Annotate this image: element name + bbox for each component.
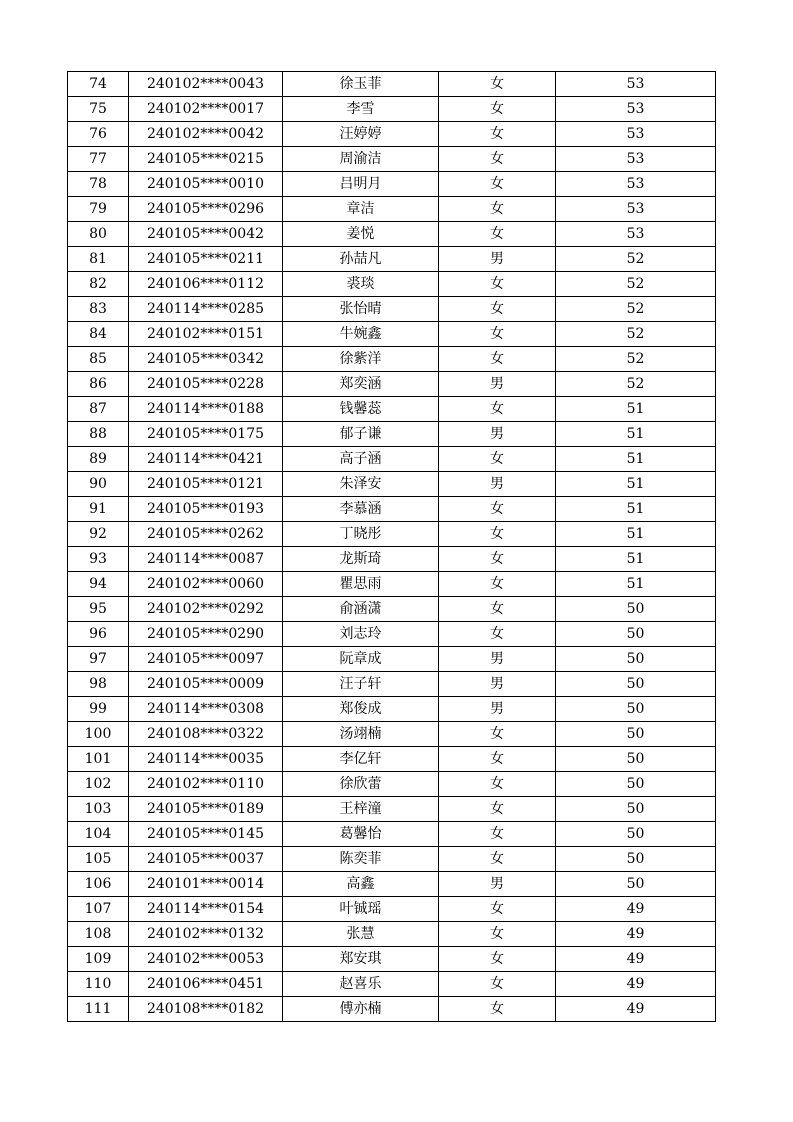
gender-cell: 女 (439, 772, 556, 797)
score-cell: 50 (556, 697, 716, 722)
score-cell: 51 (556, 497, 716, 522)
id-number-cell: 240106****0112 (129, 272, 283, 297)
row-number-cell: 100 (68, 722, 129, 747)
gender-cell: 男 (439, 672, 556, 697)
row-number-cell: 98 (68, 672, 129, 697)
id-number-cell: 240105****0121 (129, 472, 283, 497)
score-cell: 50 (556, 822, 716, 847)
gender-cell: 女 (439, 972, 556, 997)
name-cell: 丁晓彤 (283, 522, 439, 547)
name-cell: 龙斯琦 (283, 547, 439, 572)
gender-cell: 女 (439, 272, 556, 297)
id-number-cell: 240102****0053 (129, 947, 283, 972)
name-cell: 高子涵 (283, 447, 439, 472)
gender-cell: 女 (439, 897, 556, 922)
score-cell: 51 (556, 447, 716, 472)
name-cell: 裘琰 (283, 272, 439, 297)
table-row (68, 122, 716, 147)
score-cell: 52 (556, 272, 716, 297)
id-number-cell: 240105****0290 (129, 622, 283, 647)
score-cell: 52 (556, 247, 716, 272)
id-number-cell: 240102****0151 (129, 322, 283, 347)
name-cell: 徐紫洋 (283, 347, 439, 372)
table-row (68, 372, 716, 397)
gender-cell: 女 (439, 547, 556, 572)
gender-cell: 女 (439, 947, 556, 972)
table-row (68, 922, 716, 947)
table-row (68, 597, 716, 622)
table-row (68, 222, 716, 247)
score-cell: 49 (556, 972, 716, 997)
name-cell: 徐玉菲 (283, 72, 439, 97)
table-row (68, 147, 716, 172)
table-row (68, 772, 716, 797)
row-number-cell: 77 (68, 147, 129, 172)
name-cell: 李慕涵 (283, 497, 439, 522)
gender-cell: 男 (439, 472, 556, 497)
score-table (67, 71, 716, 1022)
table-row (68, 747, 716, 772)
score-cell: 52 (556, 297, 716, 322)
name-cell: 陈奕菲 (283, 847, 439, 872)
row-number-cell: 74 (68, 72, 129, 97)
id-number-cell: 240108****0182 (129, 997, 283, 1022)
row-number-cell: 86 (68, 372, 129, 397)
table-row (68, 897, 716, 922)
score-cell: 50 (556, 747, 716, 772)
id-number-cell: 240114****0421 (129, 447, 283, 472)
table-row (68, 722, 716, 747)
name-cell: 叶铖瑶 (283, 897, 439, 922)
table-row (68, 197, 716, 222)
gender-cell: 女 (439, 622, 556, 647)
row-number-cell: 95 (68, 597, 129, 622)
name-cell: 汤翊楠 (283, 722, 439, 747)
gender-cell: 女 (439, 922, 556, 947)
id-number-cell: 240105****0215 (129, 147, 283, 172)
gender-cell: 女 (439, 72, 556, 97)
row-number-cell: 94 (68, 572, 129, 597)
table-row (68, 972, 716, 997)
score-cell: 53 (556, 172, 716, 197)
name-cell: 傅亦楠 (283, 997, 439, 1022)
id-number-cell: 240108****0322 (129, 722, 283, 747)
gender-cell: 女 (439, 297, 556, 322)
row-number-cell: 81 (68, 247, 129, 272)
score-cell: 49 (556, 997, 716, 1022)
table-row (68, 622, 716, 647)
id-number-cell: 240114****0035 (129, 747, 283, 772)
name-cell: 周渝洁 (283, 147, 439, 172)
row-number-cell: 93 (68, 547, 129, 572)
gender-cell: 女 (439, 222, 556, 247)
id-number-cell: 240105****0145 (129, 822, 283, 847)
row-number-cell: 109 (68, 947, 129, 972)
table-row (68, 472, 716, 497)
score-cell: 49 (556, 897, 716, 922)
id-number-cell: 240105****0097 (129, 647, 283, 672)
row-number-cell: 89 (68, 447, 129, 472)
id-number-cell: 240114****0154 (129, 897, 283, 922)
score-cell: 53 (556, 97, 716, 122)
gender-cell: 女 (439, 822, 556, 847)
score-cell: 52 (556, 322, 716, 347)
score-cell: 51 (556, 397, 716, 422)
id-number-cell: 240105****0042 (129, 222, 283, 247)
table-row (68, 322, 716, 347)
table-row (68, 72, 716, 97)
id-number-cell: 240102****0043 (129, 72, 283, 97)
table-row (68, 297, 716, 322)
table-row (68, 947, 716, 972)
table-row (68, 447, 716, 472)
gender-cell: 男 (439, 872, 556, 897)
gender-cell: 女 (439, 147, 556, 172)
name-cell: 汪婷婷 (283, 122, 439, 147)
row-number-cell: 111 (68, 997, 129, 1022)
id-number-cell: 240114****0188 (129, 397, 283, 422)
id-number-cell: 240105****0037 (129, 847, 283, 872)
name-cell: 章洁 (283, 197, 439, 222)
table-row (68, 572, 716, 597)
name-cell: 牛婉鑫 (283, 322, 439, 347)
score-cell: 53 (556, 222, 716, 247)
row-number-cell: 105 (68, 847, 129, 872)
score-cell: 51 (556, 572, 716, 597)
gender-cell: 男 (439, 422, 556, 447)
row-number-cell: 92 (68, 522, 129, 547)
name-cell: 张怡晴 (283, 297, 439, 322)
id-number-cell: 240105****0189 (129, 797, 283, 822)
name-cell: 葛馨怡 (283, 822, 439, 847)
score-cell: 49 (556, 922, 716, 947)
table-row (68, 422, 716, 447)
table-row (68, 797, 716, 822)
table-row (68, 347, 716, 372)
table-row (68, 272, 716, 297)
row-number-cell: 88 (68, 422, 129, 447)
name-cell: 徐欣蕾 (283, 772, 439, 797)
table-row (68, 247, 716, 272)
score-cell: 52 (556, 347, 716, 372)
row-number-cell: 96 (68, 622, 129, 647)
id-number-cell: 240105****0010 (129, 172, 283, 197)
id-number-cell: 240102****0110 (129, 772, 283, 797)
row-number-cell: 97 (68, 647, 129, 672)
score-cell: 50 (556, 797, 716, 822)
name-cell: 郑安琪 (283, 947, 439, 972)
table-row (68, 847, 716, 872)
gender-cell: 男 (439, 247, 556, 272)
id-number-cell: 240102****0132 (129, 922, 283, 947)
table-row (68, 997, 716, 1022)
row-number-cell: 103 (68, 797, 129, 822)
name-cell: 李雪 (283, 97, 439, 122)
gender-cell: 女 (439, 522, 556, 547)
row-number-cell: 78 (68, 172, 129, 197)
name-cell: 高鑫 (283, 872, 439, 897)
id-number-cell: 240105****0175 (129, 422, 283, 447)
row-number-cell: 76 (68, 122, 129, 147)
name-cell: 郑奕涵 (283, 372, 439, 397)
id-number-cell: 240105****0296 (129, 197, 283, 222)
name-cell: 钱馨蕊 (283, 397, 439, 422)
row-number-cell: 102 (68, 772, 129, 797)
id-number-cell: 240105****0009 (129, 672, 283, 697)
table-row (68, 497, 716, 522)
id-number-cell: 240105****0342 (129, 347, 283, 372)
id-number-cell: 240105****0193 (129, 497, 283, 522)
score-cell: 50 (556, 847, 716, 872)
score-cell: 50 (556, 672, 716, 697)
gender-cell: 女 (439, 997, 556, 1022)
name-cell: 俞涵潇 (283, 597, 439, 622)
row-number-cell: 82 (68, 272, 129, 297)
table-row (68, 697, 716, 722)
score-cell: 53 (556, 122, 716, 147)
row-number-cell: 79 (68, 197, 129, 222)
row-number-cell: 75 (68, 97, 129, 122)
id-number-cell: 240114****0308 (129, 697, 283, 722)
table-row (68, 672, 716, 697)
gender-cell: 女 (439, 797, 556, 822)
table-row (68, 522, 716, 547)
row-number-cell: 99 (68, 697, 129, 722)
score-cell: 50 (556, 772, 716, 797)
score-cell: 51 (556, 522, 716, 547)
name-cell: 朱泽安 (283, 472, 439, 497)
id-number-cell: 240102****0042 (129, 122, 283, 147)
gender-cell: 男 (439, 372, 556, 397)
gender-cell: 女 (439, 747, 556, 772)
id-number-cell: 240106****0451 (129, 972, 283, 997)
score-table-body (68, 72, 716, 1022)
gender-cell: 女 (439, 347, 556, 372)
gender-cell: 女 (439, 97, 556, 122)
table-row (68, 547, 716, 572)
name-cell: 李亿轩 (283, 747, 439, 772)
row-number-cell: 106 (68, 872, 129, 897)
gender-cell: 女 (439, 722, 556, 747)
name-cell: 瞿思雨 (283, 572, 439, 597)
score-cell: 51 (556, 422, 716, 447)
name-cell: 刘志玲 (283, 622, 439, 647)
table-row (68, 647, 716, 672)
table-row (68, 822, 716, 847)
row-number-cell: 108 (68, 922, 129, 947)
gender-cell: 女 (439, 197, 556, 222)
gender-cell: 女 (439, 597, 556, 622)
gender-cell: 男 (439, 697, 556, 722)
score-cell: 53 (556, 147, 716, 172)
name-cell: 郑俊成 (283, 697, 439, 722)
row-number-cell: 83 (68, 297, 129, 322)
gender-cell: 女 (439, 447, 556, 472)
id-number-cell: 240114****0285 (129, 297, 283, 322)
id-number-cell: 240105****0228 (129, 372, 283, 397)
gender-cell: 女 (439, 497, 556, 522)
id-number-cell: 240102****0060 (129, 572, 283, 597)
name-cell: 王梓潼 (283, 797, 439, 822)
score-cell: 50 (556, 622, 716, 647)
score-cell: 51 (556, 472, 716, 497)
row-number-cell: 84 (68, 322, 129, 347)
score-cell: 53 (556, 197, 716, 222)
id-number-cell: 240102****0017 (129, 97, 283, 122)
name-cell: 吕明月 (283, 172, 439, 197)
gender-cell: 女 (439, 847, 556, 872)
score-cell: 49 (556, 947, 716, 972)
gender-cell: 女 (439, 172, 556, 197)
id-number-cell: 240101****0014 (129, 872, 283, 897)
row-number-cell: 110 (68, 972, 129, 997)
gender-cell: 女 (439, 397, 556, 422)
name-cell: 阮章成 (283, 647, 439, 672)
row-number-cell: 85 (68, 347, 129, 372)
table-row (68, 97, 716, 122)
gender-cell: 女 (439, 322, 556, 347)
gender-cell: 男 (439, 647, 556, 672)
table-row (68, 172, 716, 197)
gender-cell: 女 (439, 572, 556, 597)
row-number-cell: 107 (68, 897, 129, 922)
row-number-cell: 80 (68, 222, 129, 247)
id-number-cell: 240102****0292 (129, 597, 283, 622)
row-number-cell: 90 (68, 472, 129, 497)
name-cell: 赵喜乐 (283, 972, 439, 997)
name-cell: 孙喆凡 (283, 247, 439, 272)
gender-cell: 女 (439, 122, 556, 147)
row-number-cell: 91 (68, 497, 129, 522)
score-cell: 53 (556, 72, 716, 97)
row-number-cell: 104 (68, 822, 129, 847)
name-cell: 姜悦 (283, 222, 439, 247)
table-row (68, 397, 716, 422)
row-number-cell: 101 (68, 747, 129, 772)
row-number-cell: 87 (68, 397, 129, 422)
score-cell: 50 (556, 597, 716, 622)
name-cell: 汪子轩 (283, 672, 439, 697)
score-cell: 50 (556, 872, 716, 897)
name-cell: 张慧 (283, 922, 439, 947)
table-row (68, 872, 716, 897)
name-cell: 郁子谦 (283, 422, 439, 447)
id-number-cell: 240105****0211 (129, 247, 283, 272)
score-cell: 50 (556, 722, 716, 747)
score-cell: 50 (556, 647, 716, 672)
id-number-cell: 240114****0087 (129, 547, 283, 572)
id-number-cell: 240105****0262 (129, 522, 283, 547)
score-cell: 51 (556, 547, 716, 572)
score-cell: 52 (556, 372, 716, 397)
